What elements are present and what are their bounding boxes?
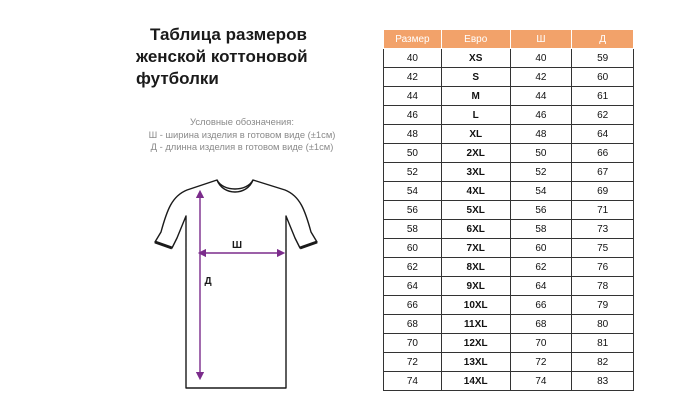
- cell-length: 61: [572, 87, 634, 106]
- cell-width: 62: [510, 258, 572, 277]
- cell-euro: S: [441, 68, 510, 87]
- table-row: [384, 163, 634, 182]
- table-row: [384, 239, 634, 258]
- cell-size: 64: [384, 277, 442, 296]
- cell-length: 62: [572, 106, 634, 125]
- title-line-3: футболки: [136, 69, 219, 88]
- size-table: [383, 29, 634, 391]
- header-length: Д: [572, 30, 634, 49]
- cell-width: 48: [510, 125, 572, 144]
- title-line-2: женской коттоновой: [136, 47, 308, 66]
- cell-size: 56: [384, 201, 442, 220]
- cell-euro: 11XL: [441, 315, 510, 334]
- cell-size: 60: [384, 239, 442, 258]
- cell-euro: M: [441, 87, 510, 106]
- table-row: [384, 372, 634, 391]
- cell-size: 72: [384, 353, 442, 372]
- cell-size: 48: [384, 125, 442, 144]
- cell-length: 82: [572, 353, 634, 372]
- table-row: [384, 144, 634, 163]
- cell-euro: 5XL: [441, 201, 510, 220]
- cell-width: 56: [510, 201, 572, 220]
- table-row: [384, 87, 634, 106]
- table-row: [384, 182, 634, 201]
- cell-width: 58: [510, 220, 572, 239]
- cell-width: 72: [510, 353, 572, 372]
- table-row: [384, 334, 634, 353]
- cell-euro: 10XL: [441, 296, 510, 315]
- cell-width: 64: [510, 277, 572, 296]
- cell-width: 60: [510, 239, 572, 258]
- cell-size: 74: [384, 372, 442, 391]
- cell-euro: XL: [441, 125, 510, 144]
- cell-euro: 6XL: [441, 220, 510, 239]
- cell-euro: 2XL: [441, 144, 510, 163]
- tshirt-outline: [155, 180, 317, 388]
- cell-width: 54: [510, 182, 572, 201]
- table-header-row: [384, 30, 634, 49]
- cell-euro: XS: [441, 49, 510, 68]
- table-row: [384, 201, 634, 220]
- cell-width: 74: [510, 372, 572, 391]
- cell-length: 75: [572, 239, 634, 258]
- cell-euro: 14XL: [441, 372, 510, 391]
- cell-width: 44: [510, 87, 572, 106]
- cell-length: 60: [572, 68, 634, 87]
- cell-size: 50: [384, 144, 442, 163]
- cell-width: 52: [510, 163, 572, 182]
- cell-length: 71: [572, 201, 634, 220]
- cell-width: 46: [510, 106, 572, 125]
- cell-width: 66: [510, 296, 572, 315]
- header-width: Ш: [510, 30, 572, 49]
- table-row: [384, 220, 634, 239]
- cell-length: 59: [572, 49, 634, 68]
- length-label: Д: [204, 276, 212, 287]
- cell-size: 44: [384, 87, 442, 106]
- width-label: Ш: [231, 240, 243, 251]
- cell-size: 68: [384, 315, 442, 334]
- cell-euro: 13XL: [441, 353, 510, 372]
- table-row: [384, 258, 634, 277]
- cell-length: 83: [572, 372, 634, 391]
- cell-euro: L: [441, 106, 510, 125]
- cell-length: 66: [572, 144, 634, 163]
- cell-size: 58: [384, 220, 442, 239]
- table-row: [384, 125, 634, 144]
- cell-euro: 12XL: [441, 334, 510, 353]
- header-size: Размер: [384, 30, 442, 49]
- cell-width: 40: [510, 49, 572, 68]
- table-row: [384, 106, 634, 125]
- cell-euro: 8XL: [441, 258, 510, 277]
- tshirt-diagram: [145, 166, 325, 396]
- cell-length: 69: [572, 182, 634, 201]
- table-row: [384, 315, 634, 334]
- table-row: [384, 277, 634, 296]
- cell-length: 81: [572, 334, 634, 353]
- cell-euro: 9XL: [441, 277, 510, 296]
- cell-size: 62: [384, 258, 442, 277]
- legend-width-note: Ш - ширина изделия в готовом виде (±1см): [148, 128, 336, 140]
- legend-length-note: Д - длинна изделия в готовом виде (±1см): [150, 141, 334, 152]
- cell-width: 70: [510, 334, 572, 353]
- cell-length: 79: [572, 296, 634, 315]
- legend-heading: Условные обозначения:: [190, 116, 294, 127]
- title-line-1: Таблица размеров: [150, 25, 307, 44]
- cell-length: 78: [572, 277, 634, 296]
- cell-size: 70: [384, 334, 442, 353]
- cell-width: 42: [510, 68, 572, 87]
- cell-length: 76: [572, 258, 634, 277]
- legend: [126, 116, 358, 154]
- cell-size: 40: [384, 49, 442, 68]
- cell-size: 52: [384, 163, 442, 182]
- table-row: [384, 353, 634, 372]
- cell-width: 50: [510, 144, 572, 163]
- cell-size: 42: [384, 68, 442, 87]
- cell-euro: 7XL: [441, 239, 510, 258]
- cell-size: 46: [384, 106, 442, 125]
- cell-size: 54: [384, 182, 442, 201]
- cell-length: 73: [572, 220, 634, 239]
- cell-length: 67: [572, 163, 634, 182]
- table-row: [384, 68, 634, 87]
- cell-length: 64: [572, 125, 634, 144]
- header-euro: Евро: [441, 30, 510, 49]
- cell-euro: 3XL: [441, 163, 510, 182]
- cell-length: 80: [572, 315, 634, 334]
- table-row: [384, 296, 634, 315]
- cell-euro: 4XL: [441, 182, 510, 201]
- cell-width: 68: [510, 315, 572, 334]
- table-row: [384, 49, 634, 68]
- cell-size: 66: [384, 296, 442, 315]
- page-title: [136, 24, 376, 90]
